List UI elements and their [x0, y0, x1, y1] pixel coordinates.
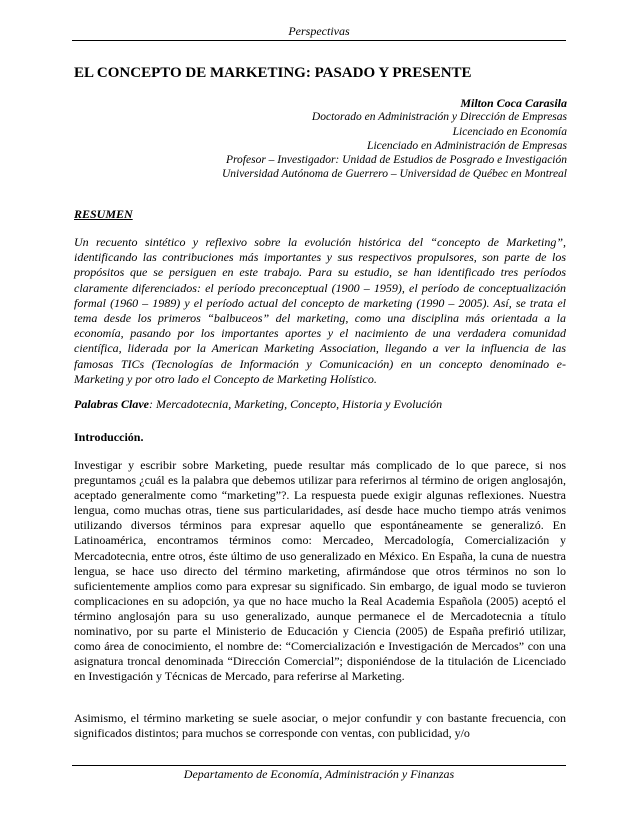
footer-rule	[72, 765, 566, 766]
author-credential: Doctorado en Administración y Dirección de Empresas	[311, 111, 567, 124]
body-paragraph: Investigar y escribir sobre Marketing, puede resultar más complicado de lo que parece, si nos preguntamos ¿cuál es la palabra que debemos utilizar para referirnos al término de origen anglosajón, aceptado generalmente como “marketing”?. La respuesta puede exigir algunas reflexiones. Nuestra lengua, como muchas otras, tiene sus particularidades, así desde hace mucho tiempo atrás venimos utilizando diversos términos para expresar aquello que espontáneamente se generalizó. En Latinoamérica, encontramos términos como: Mercadeo, Mercadología, Comercialización y Mercadotecnia, entre otros, éste último de uso generalizado en México. En España, la cuna de nuestra lengua, se hace uso directo del término marketing, afirmándose que otros términos no son lo suficientemente amplios como para expresar su significado. Sin embargo, de igual modo se tuvieron complicaciones en su adopción, ya que no hace mucho la Real Academia Española (2005) aceptó el término anglosajón para su uso generalizado, aunque permanece el de Mercadotecnia a título nominativo, por su parte el Ministerio de Educación y Ciencia (2005) de España prefirió utilizar, como área de conocimiento, el nombre de: “Comercialización e Investigación de Mercados” con una asignatura troncal denominada “Dirección Comercial”; disponiéndose de la titulación de Licenciado en Investigación y Técnicas de Mercado, para referirse al Marketing.	[74, 458, 566, 684]
author-credential: Licenciado en Economía	[452, 125, 567, 138]
running-header: Perspectivas	[288, 24, 350, 38]
header-rule	[72, 40, 566, 41]
author-credential: Licenciado en Administración de Empresas	[367, 139, 567, 152]
article-title: EL CONCEPTO DE MARKETING: PASADO Y PRESENTE	[74, 65, 472, 81]
author-name: Milton Coca Carasila	[460, 96, 567, 110]
keywords-list: : Mercadotecnia, Marketing, Concepto, Historia y Evolución	[149, 397, 443, 411]
introduction-heading: Introducción.	[74, 430, 144, 444]
author-block	[107, 96, 567, 182]
running-footer: Departamento de Economía, Administración y Finanzas	[183, 767, 455, 781]
keywords-label: Palabras Clave	[74, 397, 149, 411]
abstract-heading: RESUMEN	[74, 207, 133, 221]
author-credential: Universidad Autónoma de Guerrero – Universidad de Québec en Montreal	[221, 168, 567, 181]
keywords-line	[74, 397, 566, 412]
body-paragraph: Asimismo, el término marketing se suele asociar, o mejor confundir y con bastante frecuencia, con significados distintos; para muchos se corresponde con ventas, con publicidad, y/o	[74, 711, 566, 741]
abstract-text: Un recuento sintético y reflexivo sobre la evolución histórica del “concepto de Marketing”, identificando las contribuciones más importantes y sus respectivos propulsores, son parte de los propósitos que se persiguen en este trabajo. Para su estudio, se han identificado tres períodos claramente diferenciados: el período preconceptual (1900 – 1959), el período de conceptualización formal (1960 – 1989) y el período actual del concepto de marketing (1990 – 2005). Así, se trata el tema desde los primeros “balbuceos” del marketing, como una disciplina más orientada a la economía, pasando por los importantes aportes y el nacimiento de una verdadera comunidad científica, liderada por la American Marketing Association, llegando a ver la influencia de las famosas TICs (Tecnologías de Información y Comunicación) en un concepto denominado e-Marketing y por otro lado el Concepto de Marketing Holístico.	[74, 235, 566, 386]
author-credential: Profesor – Investigador: Unidad de Estudios de Posgrado e Investigación	[225, 154, 567, 167]
